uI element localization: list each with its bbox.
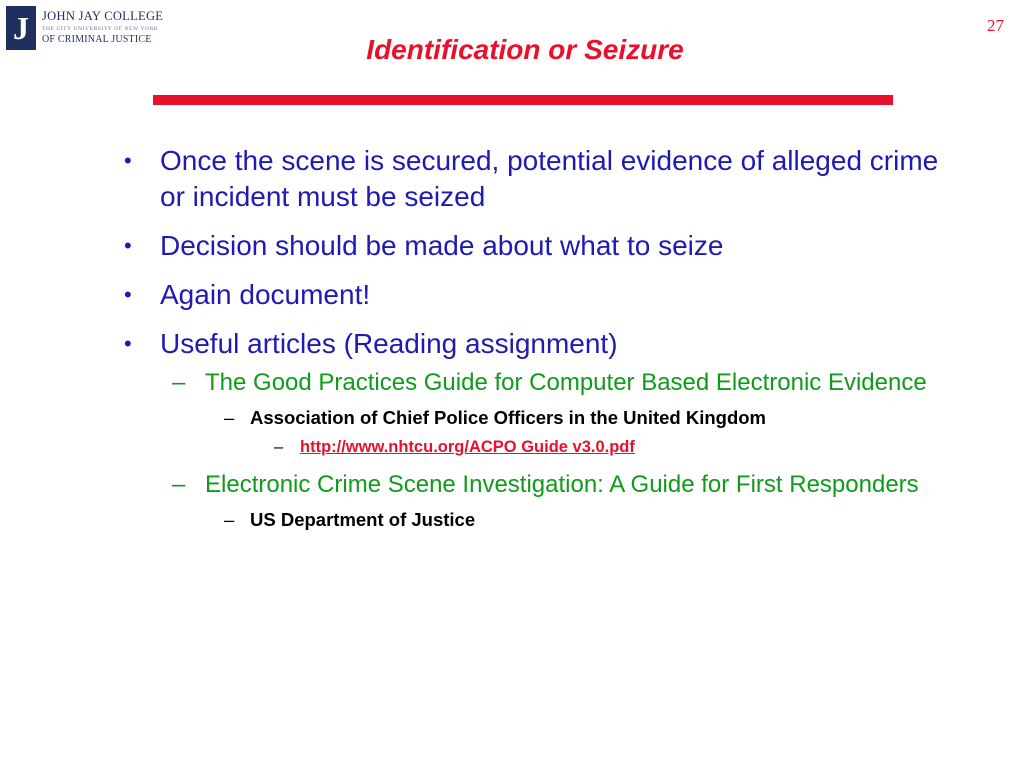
slide-number: 27 bbox=[987, 16, 1004, 35]
bullet-marker: • bbox=[124, 331, 132, 356]
logo-line-2: THE CITY UNIVERSITY OF NEW YORK bbox=[42, 26, 159, 32]
sub-bullet-item bbox=[124, 368, 944, 398]
bullet-item bbox=[124, 228, 944, 264]
logo-line-1: JOHN JAY COLLEGE bbox=[42, 9, 164, 23]
dash-marker: – bbox=[224, 509, 235, 530]
logo-mark: J bbox=[6, 6, 36, 50]
sub-sub-bullet-item bbox=[124, 406, 944, 430]
slide-body bbox=[124, 143, 944, 538]
sub-sub-bullet-item bbox=[124, 508, 944, 532]
bullet-item bbox=[124, 277, 944, 313]
sub-bullet-text: Electronic Crime Scene Investigation: A Guide for First Responders bbox=[205, 471, 919, 498]
sub-sub-bullet-text: Association of Chief Police Officers in the United Kingdom bbox=[250, 407, 766, 428]
dash-marker: – bbox=[224, 407, 235, 428]
bullet-marker: • bbox=[124, 148, 132, 173]
bullet-text: Once the scene is secured, potential evidence of alleged crime or incident must be seized bbox=[160, 145, 939, 212]
bullet-text: Decision should be made about what to seize bbox=[160, 230, 724, 261]
bullet-marker: • bbox=[124, 282, 132, 307]
bullet-marker: • bbox=[124, 233, 132, 258]
bullet-text: Useful articles (Reading assignment) bbox=[160, 328, 618, 359]
acpo-guide-link[interactable]: http://www.nhtcu.org/ACPO Guide v3.0.pdf bbox=[300, 438, 635, 456]
sub-bullet-item bbox=[124, 470, 944, 500]
link-bullet-item bbox=[124, 436, 944, 458]
sub-sub-bullet-text: US Department of Justice bbox=[250, 509, 476, 530]
title-underline-rule bbox=[153, 95, 893, 105]
dash-marker: – bbox=[274, 438, 284, 456]
slide-title: Identification or Seizure bbox=[366, 34, 684, 65]
sub-bullet-text: The Good Practices Guide for Computer Based Electronic Evidence bbox=[205, 369, 927, 396]
bullet-item bbox=[124, 326, 944, 362]
bullet-text: Again document! bbox=[160, 279, 371, 310]
logo-line-3: OF CRIMINAL JUSTICE bbox=[42, 34, 152, 45]
dash-marker: – bbox=[172, 471, 186, 498]
bullet-item bbox=[124, 143, 944, 215]
dash-marker: – bbox=[172, 369, 186, 396]
